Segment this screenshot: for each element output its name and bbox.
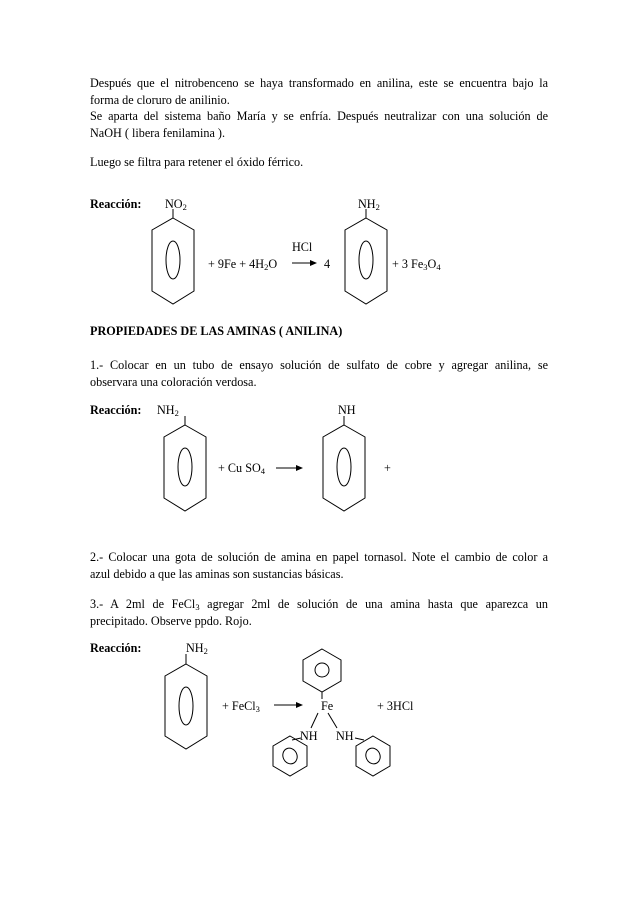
reaction-1-nitrobenzene-ring (152, 209, 194, 304)
reaction-2-plus: + (384, 461, 391, 475)
reaction-3-aniline-ring (165, 654, 207, 749)
reaction-1-no2-group: $NO_2$ (165, 197, 187, 212)
reaction-3-phenyl-top (303, 649, 341, 699)
filter-text: Luego se filtra para retener el óxido férrico. (90, 155, 304, 169)
reaction-3-nh-right: NH (336, 729, 354, 743)
experiment-3-line-1: 3.- A 2ml de FeCl$_3$ agregar 2ml de solución de una amina hasta que aparezca un (90, 597, 548, 612)
intro-line-1: Después que el nitrobenceno se haya transformado en anilina, este se encuentra bajo la (90, 76, 548, 90)
reaction-3-hcl: + 3HCl (377, 699, 414, 713)
intro-line-4: NaOH ( libera fenilamina ). (90, 125, 226, 140)
reaction-2-nh2-group: $NH_2$ (157, 403, 179, 418)
experiment-1-line-2: observara una coloración verdosa. (90, 374, 257, 389)
reaction-2-reagent: + Cu $SO_4$ (218, 461, 266, 476)
experiment-3-line-2: precipitado. Observe ppdo. Rojo. (90, 613, 252, 628)
reaction-3-reagent: + FeCl$_3$ (222, 699, 260, 714)
reaction-3-nh2-group: $NH_2$ (186, 641, 208, 656)
reaction-2-nh-group: NH (338, 403, 356, 417)
intro-line-3: Se aparta del sistema baño María y se enfría. Después neutralizar con una solución de (90, 109, 548, 123)
experiment-2-line-1: 2.- Colocar una gota de solución de amina en papel tornasol. Note el cambio de color a (90, 550, 548, 564)
reaction-3-label: Reacción: (90, 641, 142, 655)
reaction-2-label: Reacción: (90, 403, 142, 417)
experiment-2-line-2: azul debido a que las aminas son sustancias básicas. (90, 566, 344, 581)
reaction-1-aniline-ring (345, 209, 387, 304)
reaction-2-aniline-ring (164, 416, 206, 511)
reaction-1-reagents: + $9Fe + 4H_2O$ (208, 257, 278, 272)
reaction-1-catalyst: HCl (292, 240, 313, 254)
intro-line-2: forma de cloruro de anilinio. (90, 92, 230, 107)
reaction-3-iron-center: Fe (321, 699, 334, 713)
reaction-1-coefficient: 4 (324, 257, 331, 271)
reaction-1-label: Reacción: (90, 197, 142, 211)
reaction-3-phenyl-right (355, 736, 390, 776)
section-title: PROPIEDADES DE LAS AMINAS ( ANILINA) (90, 324, 343, 338)
experiment-1-line-1: 1.- Colocar en un tubo de ensayo solución de sulfato de cobre y agregar anilina, se (90, 358, 548, 372)
reaction-2-product-ring (323, 416, 365, 511)
reaction-3-nh-left: NH (300, 729, 318, 743)
reaction-3-phenyl-left (273, 736, 307, 776)
reaction-3-fe-bonds (311, 713, 337, 728)
reaction-1-iron-oxide: + 3 $Fe_3O_4$ (392, 257, 441, 272)
reaction-1-nh2-group: $NH_2$ (358, 197, 380, 212)
